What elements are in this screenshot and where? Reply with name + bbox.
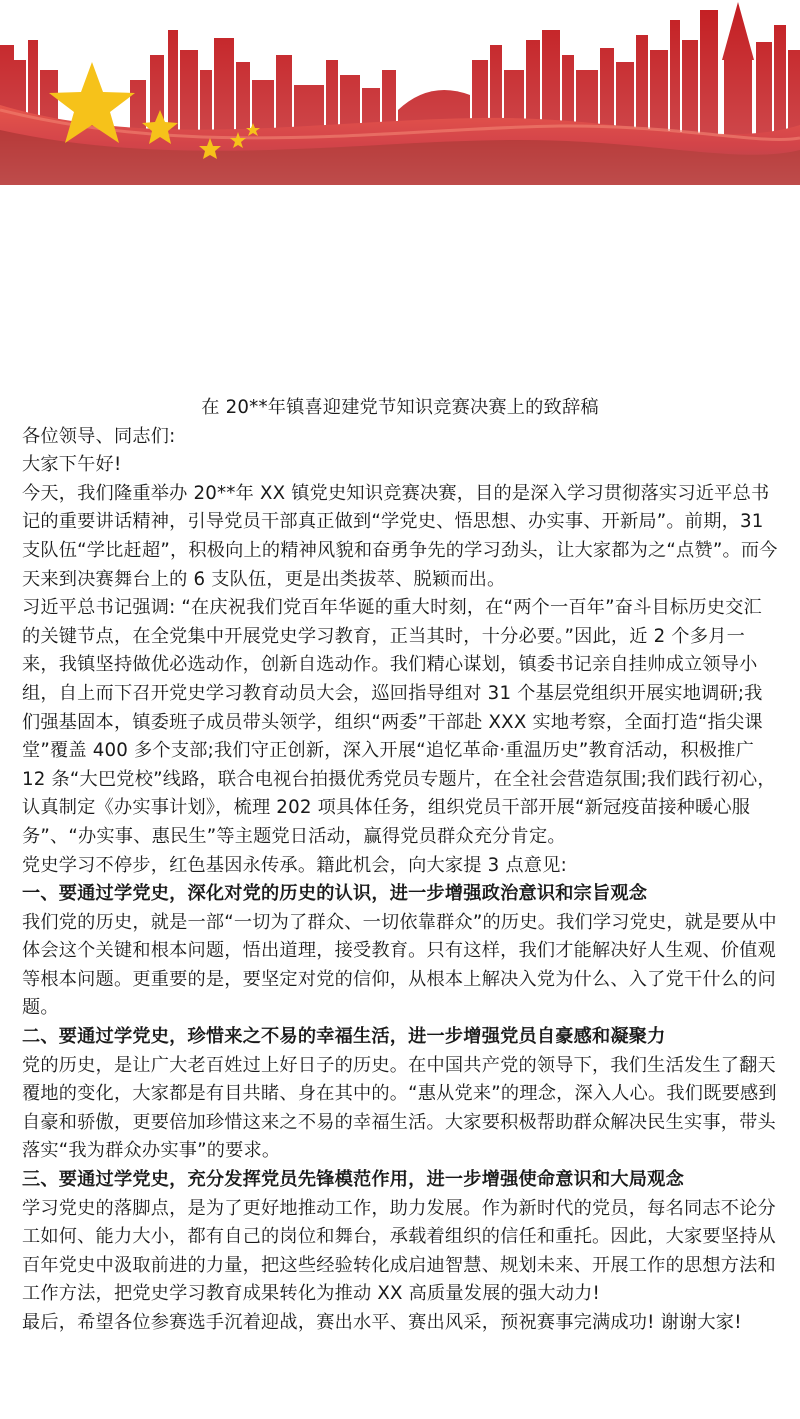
paragraph: 学习党史的落脚点，是为了更好地推动工作，助力发展。作为新时代的党员，每名同志不论分工如何、能力大小，都有自己的岗位和舞台，承载着组织的信任和重托。因此，大家要坚持从百年党史中汲取前进的力量，把这些经验转化成启迪智慧、规划未来、开展工作的思想方法和工作方法，把党史学习教育成果转化为推动 XX 高质量发展的强大动力! [22,1197,776,1305]
section-heading: 一、要通过学党史，深化对党的历史的认识，进一步增强政治意识和宗旨观念 [22,883,648,905]
section-heading: 三、要通过学党史，充分发挥党员先锋模范作用，进一步增强使命意识和大局观念 [22,1169,684,1191]
header-banner [0,0,800,185]
document-title: 在 20**年镇喜迎建党节知识竞赛决赛上的致辞稿 [201,397,599,418]
speech-document [22,394,778,1338]
paragraph: 习近平总书记强调: “在庆祝我们党百年华诞的重大时刻，在“两个一百年”奋斗目标历史交汇的关键节点，在全党集中开展党史学习教育，正当其时，十分必要。”因此，近 2 个多月一来，我镇坚持做优必选动作，创新自选动作。我们精心谋划，镇委书记亲自挂帅成立领导小组，自上而下召开党史学习教育动员大会，巡回指导组对 31 个基层党组织开展实地调研;我们强基固本，镇委班子成员带头领学，组织“两委”干部赴 XXX 实地考察，全面打造“指尖课堂”覆盖 400 多个支部;我们守正创新，深入开展“追忆革命·重温历史”教育活动，积极推广 12 条“大巴党校”线路，联合电视台拍摄优秀党员专题片，在全社会营造氛围;我们践行初心，认真制定《办实事计划》，梳理 202 项具体任务，组织党员干部开展“新冠疫苗接种暖心服务”、“办实事、惠民生”等主题党日活动，赢得党员群众充分肯定。 [22,597,776,847]
paragraph: 党的历史，是让广大老百姓过上好日子的历史。在中国共产党的领导下，我们生活发生了翻天覆地的变化，大家都是有目共睹、身在其中的。“惠从党来”的理念，深入人心。我们既要感到自豪和骄傲，更要倍加珍惜这来之不易的幸福生活。大家要积极帮助群众解决民生实事，带头落实“我为群众办实事”的要求。 [22,1054,777,1162]
paragraph: 我们党的历史，就是一部“一切为了群众、一切依靠群众”的历史。我们学习党史，就是要从中体会这个关键和根本问题，悟出道理，接受教育。只有这样，我们才能解决好人生观、价值观等根本问题。更重要的是，要坚定对党的信仰，从根本上解决入党为什么、入了党干什么的问题。 [22,911,777,1019]
salutation: 大家下午好! [22,454,122,476]
city-skyline-icon [0,0,800,185]
paragraph: 党史学习不停步，红色基因永传承。籍此机会，向大家提 3 点意见: [22,854,567,876]
paragraph: 今天，我们隆重举办 20**年 XX 镇党史知识竞赛决赛，目的是深入学习贯彻落实习近平总书记的重要讲话精神，引导党员干部真正做到“学党史、悟思想、办实事、开新局”。前期，31 支队伍“学比赶超”，积极向上的精神风貌和奋勇争先的学习劲头，让大家都为之“点赞”。而今天来到决赛舞台上的 6 支队伍，更是出类拔萃、脱颖而出。 [22,482,778,590]
greeting: 各位领导、同志们: [22,425,176,447]
closing: 最后，希望各位参赛选手沉着迎战，赛出水平、赛出风采，预祝赛事完满成功! 谢谢大家! [22,1312,742,1333]
section-heading: 二、要通过学党史，珍惜来之不易的幸福生活，进一步增强党员自豪感和凝聚力 [22,1026,666,1048]
